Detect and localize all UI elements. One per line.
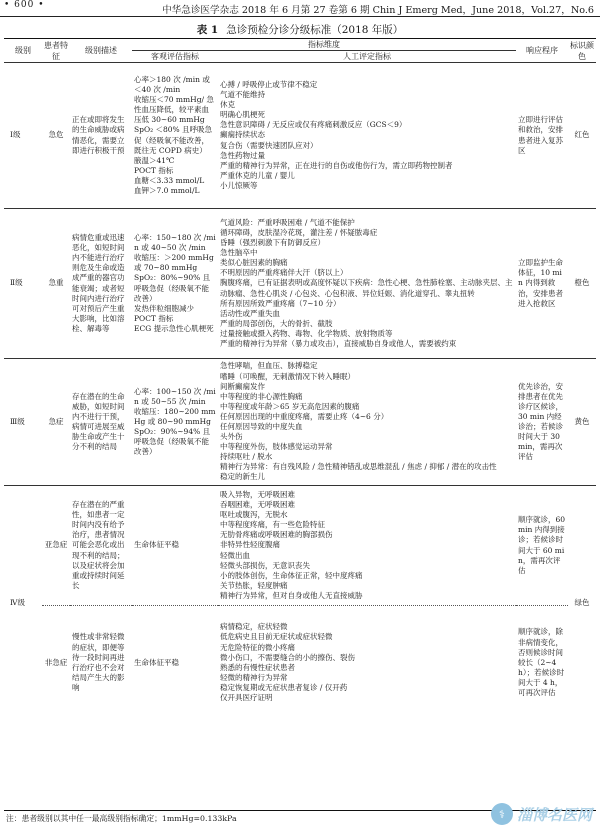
level-cell: Ⅲ级 [4, 359, 42, 486]
manual-cell: 急性哮喘，但血压、脉搏稳定 嗜睡（可唤醒，无刺激情况下转入睡眠） 间断癫痫发作 中等程度的非心源性胸痛 中等程度或年龄＞65 岁无高危因素的腹痛 任何原因出现的中重度疼痛，需要止疼（4~6 分） 任何原因导致的中度失血 头外伤 中等程度外伤，肢体感觉运动异常 持续呕吐 / 脱水 精神行为异常：有自残风险 / 急性精神错乱或思维混乱 / 焦虑 / 抑郁 / 潜在的攻击性 稳定的新生儿 [218, 359, 516, 486]
watermark-text: 淄博名医网 [516, 805, 592, 824]
desc-cell: 病情危重或迅速恶化，如短时间内不能进行治疗则危及生命或造成严重的器官功能衰竭；或者短时间内进行治疗可对预后产生重大影响，比如溶栓、解毒等 [70, 209, 132, 359]
manual-cell: 心搏 / 呼吸停止或节律不稳定 气道不能维持 休克 明确心肌梗死 急性意识障碍 / 无反应或仅有疼痛刺激反应（GCS＜9） 癫痫持续状态 复合伤（需要快速团队应对） 急性药物过量 严重的精神行为异常，正在进行的自伤或他伤行为，需立即药物控制者 严重休克的儿童 / 婴儿 小儿惊厥等 [218, 63, 516, 209]
color-cell: 橙色 [568, 209, 596, 359]
color-cell: 绿色 [568, 486, 596, 720]
objective-cell: 生命体征平稳 [132, 486, 218, 606]
level-cell: Ⅱ级 [4, 209, 42, 359]
header-patient-features: 患者特征 [44, 40, 68, 61]
header-response: 响应程序 [516, 39, 568, 63]
desc-cell: 慢性或非常轻微的症状，即便等待一段时间再进行治疗也不会对结局产生大的影响 [70, 606, 132, 720]
header-color: 标识颜色 [570, 40, 594, 61]
page-number: • 600 • [4, 0, 45, 10]
header-grade-desc: 级别描述 [70, 39, 132, 63]
table-row [4, 359, 596, 486]
table-number: 表 1 [196, 24, 219, 36]
header-manual: 人工评定指标 [218, 51, 516, 63]
color-cell: 红色 [568, 63, 596, 209]
manual-cell: 病情稳定，症状轻微 低危病史且目前无症状或症状轻微 无危险特征的微小疼痛 微小伤口，不需要缝合的小的擦伤、裂伤 熟悉的有慢性症状患者 轻微的精神行为异常 稳定恢复期或无症状患者复诊 / 仅开药 仅开具医疗证明 [218, 606, 516, 720]
level-cell: Ⅰ级 [4, 63, 42, 209]
objective-cell: 生命体征平稳 [132, 606, 218, 720]
desc-cell: 存在潜在的生命威胁，如短时间内不进行干预，病情可进展至威胁生命或产生十分不利的结局 [70, 359, 132, 486]
table-row [4, 486, 596, 606]
response-cell: 顺序就诊，除非病情变化，否则候诊时间较长（2~4 h）；若候诊时间大于 4 h，可再次评估 [516, 606, 568, 720]
watermark-icon: ⚕ [491, 803, 513, 825]
level-cell: Ⅳ级 [4, 486, 42, 720]
header-level: 级别 [4, 39, 42, 63]
response-cell: 优先诊治，安排患者在优先诊疗区候诊，30 min 内经诊治；若候诊时间大于 30 min，需再次评估 [516, 359, 568, 486]
feature-cell: 急危 [42, 63, 70, 209]
feature-cell: 急重 [42, 209, 70, 359]
feature-cell: 急症 [42, 359, 70, 486]
table-caption [0, 22, 600, 37]
header-indicators: 指标维度 [132, 39, 516, 51]
table-title: 急诊预检分诊分级标准（2018 年版） [226, 24, 404, 36]
table-row [4, 606, 596, 720]
color-cell: 黄色 [568, 359, 596, 486]
response-cell: 顺序就诊，60 min 内得到接诊；若候诊时间大于 60 min，需再次评估 [516, 486, 568, 606]
watermark-logo [491, 803, 592, 825]
feature-cell: 亚急症 [42, 486, 70, 606]
table-note: 注：患者级别以其中任一最高级别指标确定；1mmHg=0.133kPa [6, 814, 237, 823]
desc-cell: 存在潜在的严重性，如患者一定时间内没有给予治疗，患者情况可能会恶化或出现不利的结局；以及症状将会加重或持续时间延长 [70, 486, 132, 606]
table-row [4, 63, 596, 209]
page-header [0, 0, 600, 17]
objective-cell: 心率＞180 次 /min 或＜40 次 /min 收缩压＜70 mmHg/ 急性血压降低，较平素血压低 30~60 mmHg SpO₂ ＜80% 且呼吸急促（经吸氧不能改善，既往无 COPD 病史） 腋温＞41℃ POCT 指标 血糖＜3.33 mmol/L 血钾＞7.0 mmol/L [132, 63, 218, 209]
triage-table [4, 38, 596, 720]
response-cell: 立即监护生命体征，10 min 内得到救治，安排患者进入抢救区 [516, 209, 568, 359]
table-body [4, 63, 596, 720]
table-row [4, 209, 596, 359]
objective-cell: 心率：100~150 次 /min 或 50~55 次 /min 收缩压：180~200 mmHg 或 80~90 mmHg SpO₂：90%~94% 且呼吸急促（经吸氧不能改善） [132, 359, 218, 486]
manual-cell: 吸入异物，无呼吸困难 吞咽困难，无呼吸困难 呕吐或腹泻，无脱水 中等程度疼痛，有一些危险特征 无肋骨疼痛或呼吸困难的胸部损伤 非特异性轻度腹痛 轻微出血 轻微头部损伤，无意识丧失 小的肢体创伤，生命体征正常，轻中度疼痛 关节热胀，轻度肿痛 精神行为异常，但对自身或他人无直接威胁 [218, 486, 516, 606]
feature-cell: 非急症 [42, 606, 70, 720]
desc-cell: 正在或即将发生的生命威胁或病情恶化，需要立即进行积极干预 [70, 63, 132, 209]
manual-cell: 气道风险：严重呼吸困难 / 气道不能保护 循环障碍，皮肤湿冷花斑，灌注差 / 怀疑脓毒症 昏睡（强烈刺激下有防御反应） 急性脑卒中 类似心脏因素的胸痛 不明原因的严重疼痛伴大汗（脐以上） 胸腹疼痛，已有证据表明或高度怀疑以下疾病：急性心梗、急性肺栓塞、主动脉夹层、主动脉瘤、急性心肌炎 / 心包炎、心包积液、异位妊娠、消化道穿孔、睾丸扭转 所有原因所致严重疼痛（7~10 分） 活动性或严重失血 严重的局部创伤，大的骨折、截肢 过量接触或摄入药物、毒物、化学物质、放射物质等 严重的精神行为异常（暴力或攻击），直接威胁自身或他人，需要被约束 [218, 209, 516, 359]
response-cell: 立即进行评估和救治，安排患者进入复苏区 [516, 63, 568, 209]
objective-cell: 心率：150~180 次 /min 或 40~50 次 /min 收缩压：＞200 mmHg 或 70~80 mmHg SpO₂：80%~90% 且呼吸急促（经吸氧不能改善） 发热伴粒细胞减少 POCT 指标 ECG 提示急性心肌梗死 [132, 209, 218, 359]
journal-citation: 中华急诊医学杂志 2018 年 6 月第 27 卷第 6 期 Chin J Emerg Med，June 2018，Vol.27，No.6 [162, 5, 594, 16]
header-objective: 客观评估指标 [132, 51, 218, 63]
